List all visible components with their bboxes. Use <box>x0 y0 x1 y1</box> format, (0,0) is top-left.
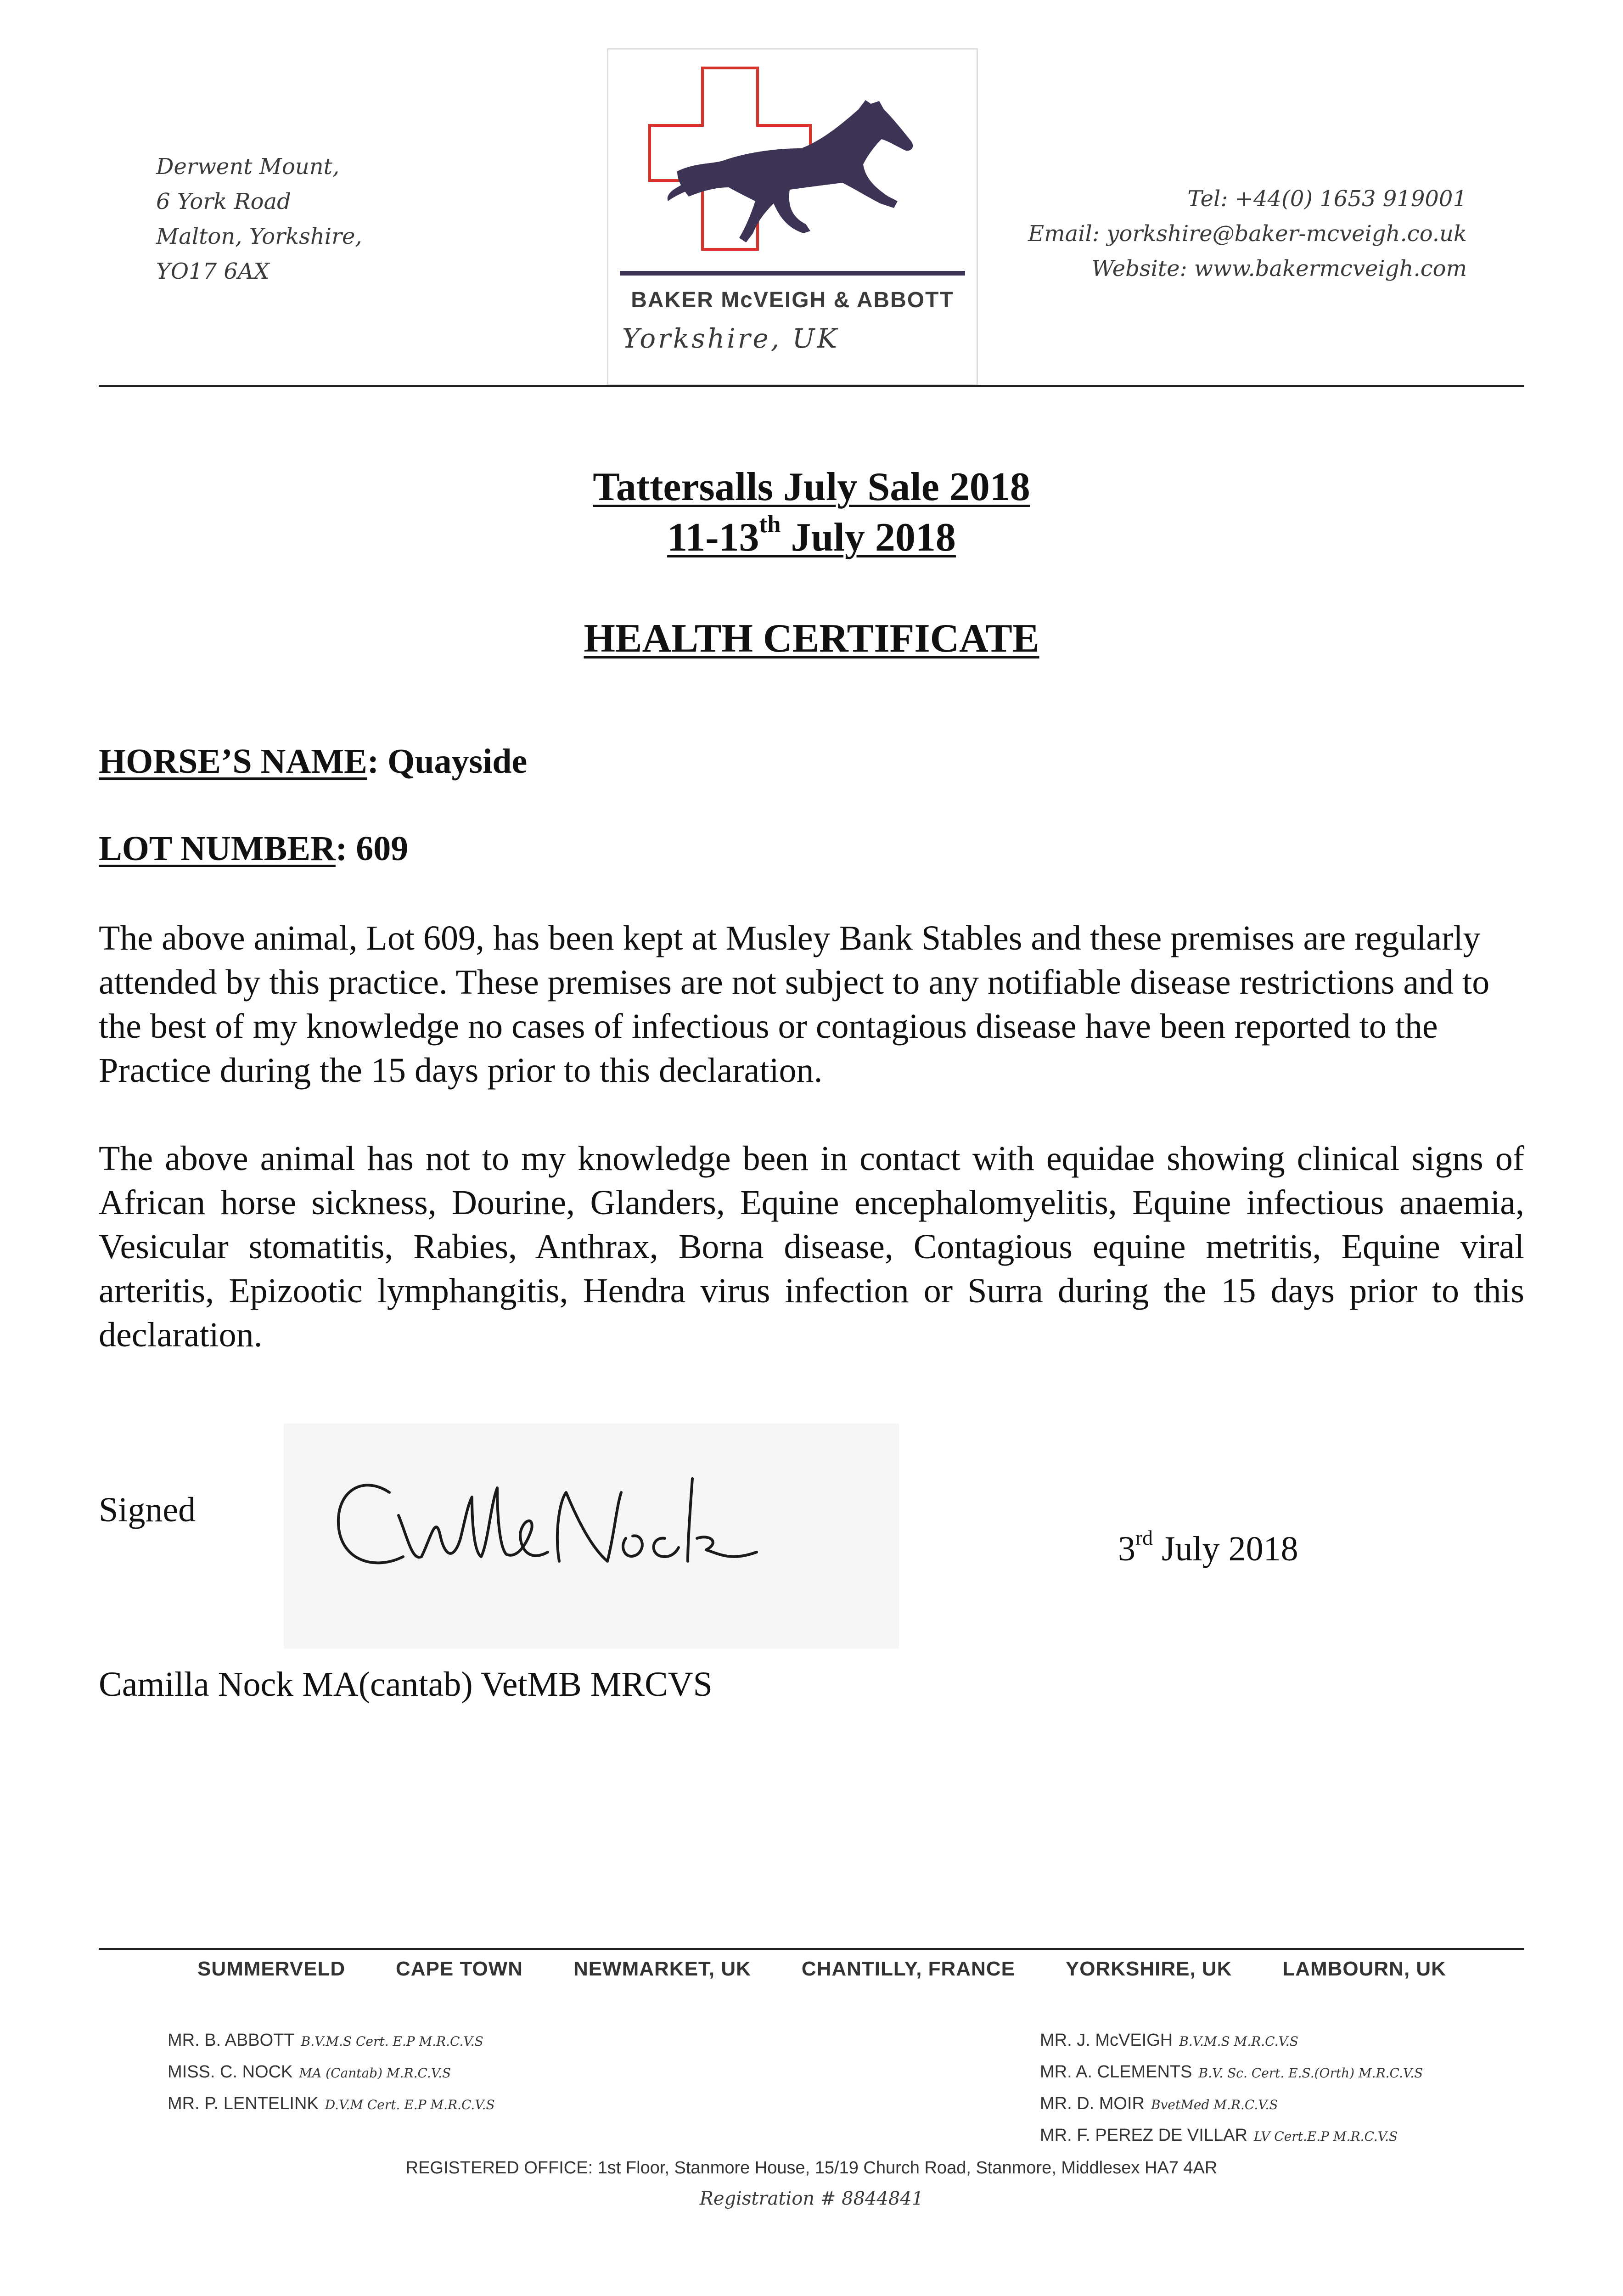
office-locations <box>197 1958 1446 1981</box>
location-item: SUMMERVELD <box>197 1958 346 1980</box>
address-line: 6 York Road <box>156 189 291 214</box>
staff-name: MISS. C. NOCK <box>168 2062 293 2082</box>
sale-title <box>0 464 1623 510</box>
location-item: CAPE TOWN <box>395 1958 523 1980</box>
phone-line: Tel: +44(0) 1653 919001 <box>1187 186 1467 212</box>
staff-member <box>168 2057 495 2088</box>
address-line: Derwent Mount, <box>156 154 340 180</box>
signatory-name: Camilla Nock MA(cantab) VetMB MRCVS <box>99 1665 713 1704</box>
website-line: Website: www.bakermcveigh.com <box>1091 256 1467 281</box>
staff-member <box>168 2088 495 2120</box>
location-item: CHANTILLY, FRANCE <box>801 1958 1015 1980</box>
sale-title-text: Tattersalls July Sale 2018 <box>593 465 1030 509</box>
email-line: Email: yorkshire@baker-mcveigh.co.uk <box>1028 221 1467 247</box>
premises-declaration: The above animal, Lot 609, has been kept at Musley Bank Stables and these premises are regularly attended by this practice. These premises are not subject to any notifiable disease restrictions and to the best of my knowledge no cases of infectious or contagious disease have been reported to the Practice during the 15 days prior to this declaration. <box>99 919 1490 1090</box>
date-ordinal: rd <box>1135 1526 1153 1549</box>
staff-quals: D.V.M Cert. E.P M.R.C.V.S <box>325 2097 495 2112</box>
staff-name: MR. P. LENTELINK <box>168 2094 319 2113</box>
location-item: YORKSHIRE, UK <box>1065 1958 1232 1980</box>
certificate-title <box>0 615 1623 662</box>
signed-label: Signed <box>99 1491 196 1529</box>
logo-subtitle: Yorkshire, UK <box>622 323 839 354</box>
horse-name-value: : Quayside <box>367 742 528 781</box>
signature-image <box>284 1424 899 1649</box>
staff-quals: B.V. Sc. Cert. E.S.(Orth) M.R.C.V.S <box>1198 2065 1423 2081</box>
disease-declaration: The above animal has not to my knowledge been in contact with equidae showing clinical signs of African horse sickness, Dourine, Glanders, Equine encephalomyelitis, Equine infectious anaemia, Vesicular stomatitis, Rabies, Anthrax, Borna disease, Contagious equine metritis, Equine viral arteritis, Epizootic lymphangitis, Hendra virus infection or Surra during the 15 days prior to this declaration. <box>99 1139 1524 1354</box>
staff-quals: LV Cert.E.P M.R.C.V.S <box>1253 2129 1398 2144</box>
sale-dates-ordinal: th <box>759 511 781 538</box>
staff-name: MR. D. MOIR <box>1040 2094 1145 2113</box>
sale-dates <box>0 511 1623 561</box>
location-item: NEWMARKET, UK <box>573 1958 751 1980</box>
registration-number: Registration # 8844841 <box>699 2188 924 2209</box>
footer-divider <box>99 1948 1524 1950</box>
staff-name: MR. A. CLEMENTS <box>1040 2062 1192 2082</box>
staff-name: MR. B. ABBOTT <box>168 2031 295 2050</box>
address-line: YO17 6AX <box>156 259 270 284</box>
location-item: LAMBOURN, UK <box>1282 1958 1446 1980</box>
staff-member <box>1040 2025 1423 2057</box>
lot-number-label: LOT NUMBER <box>99 829 336 868</box>
staff-quals: BvetMed M.R.C.V.S <box>1151 2097 1278 2112</box>
staff-list-left <box>168 2025 495 2120</box>
logo-name: BAKER McVEIGH & ABBOTT <box>631 288 954 312</box>
staff-member <box>1040 2057 1423 2088</box>
staff-member <box>1040 2088 1423 2120</box>
staff-quals: MA (Cantab) M.R.C.V.S <box>299 2065 451 2081</box>
staff-member <box>1040 2120 1423 2152</box>
practice-address <box>156 149 362 289</box>
horse-name-label: HORSE’S NAME <box>99 742 367 781</box>
sale-dates-rest: July 2018 <box>781 515 956 560</box>
staff-name: MR. J. McVEIGH <box>1040 2031 1173 2050</box>
horse-name-field <box>99 742 527 782</box>
lot-number-field <box>99 829 408 869</box>
signature-date <box>1118 1526 1298 1569</box>
date-day: 3 <box>1118 1530 1135 1568</box>
staff-name: MR. F. PEREZ DE VILLAR <box>1040 2126 1247 2145</box>
handwritten-signature-icon <box>284 1424 899 1649</box>
practice-logo <box>607 48 978 386</box>
header-divider <box>99 385 1524 387</box>
sale-dates-text <box>667 511 956 560</box>
staff-quals: B.V.M.S M.R.C.V.S <box>1179 2034 1298 2049</box>
sale-dates-prefix: 11-13 <box>667 515 759 560</box>
staff-member <box>168 2025 495 2057</box>
address-line: Malton, Yorkshire, <box>156 224 362 249</box>
practice-contact <box>1028 181 1467 286</box>
certificate-title-text: HEALTH CERTIFICATE <box>584 616 1039 661</box>
lot-number-value: : 609 <box>335 829 409 868</box>
registered-office: REGISTERED OFFICE: 1st Floor, Stanmore House, 15/19 Church Road, Stanmore, Middlesex HA7 4AR <box>405 2158 1218 2178</box>
staff-list-right <box>1040 2025 1423 2152</box>
date-rest: July 2018 <box>1152 1530 1298 1568</box>
staff-quals: B.V.M.S Cert. E.P M.R.C.V.S <box>301 2034 483 2049</box>
